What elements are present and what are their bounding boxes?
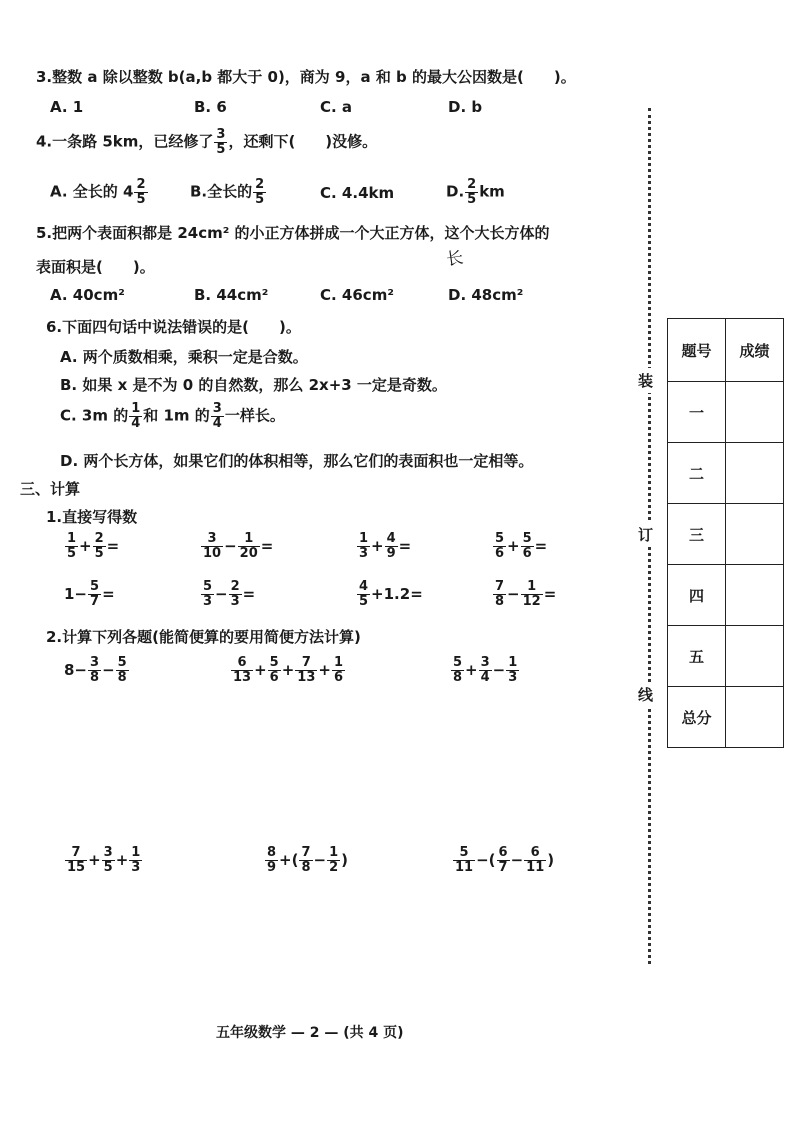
direct-expr-4 [492,532,547,560]
numerator: 4 [359,579,369,594]
denominator: 3 [203,593,213,609]
denominator: 7 [498,859,508,875]
numerator: 1 [131,401,141,416]
score-cell[interactable] [726,626,784,687]
numerator: 2 [94,531,104,546]
q3-option-d: D. b [448,98,483,116]
numerator: 1 [67,531,77,546]
table-row [668,626,784,687]
denominator: 10 [203,545,222,561]
numerator: 1 [238,532,260,547]
denominator: 5 [467,191,477,207]
q3-stem: 3.整数 a 除以整数 b(a,b 都大于 0)，商为 9，a 和 b 的最大公因数是( )。 [36,68,576,86]
table-row [668,565,784,626]
binding-char-zhuang: 装 [638,368,653,393]
equals: = [102,585,115,604]
q4-stem-text: 4.一条路 5km，已经修了 [36,132,214,151]
direct-expr-1 [64,532,119,560]
direct-expr-6 [200,580,255,608]
row-label: 二 [668,443,726,504]
numerator: 7 [495,579,505,594]
option-text: A. 全长的 4 [50,182,134,201]
denominator: 15 [67,859,86,875]
denominator: 5 [216,141,226,157]
denominator: 4 [212,415,222,431]
operator: − [492,661,506,680]
operator: + [507,537,520,556]
header-item-number: 题号 [668,319,726,382]
operator: + [115,851,129,870]
q6-option-d: D. 两个长方体，如果它们的体积相等，那么它们的表面积也一定相等。 [60,452,534,470]
page-footer: 五年级数学 — 2 — (共 4 页) [216,1025,404,1041]
numerator: 7 [295,656,317,671]
denominator: 20 [239,545,258,561]
row-label: 四 [668,565,726,626]
q4-stem [36,128,377,156]
calc-expr-3 [450,656,520,684]
denominator: 5 [67,545,77,561]
denominator: 9 [267,859,277,875]
q6-stem: 6.下面四句话中说法错误的是( )。 [46,318,301,336]
calc-expr-4 [64,846,143,874]
section3-sub2: 2.计算下列各题(能简便算的要用简便方法计算) [46,628,361,646]
q5-handwritten-correction: 长 [445,247,465,271]
denominator: 5 [359,593,369,609]
operator: − [313,851,327,870]
denominator: 4 [480,669,490,685]
denominator: 6 [522,545,532,561]
binding-char-ding: 订 [638,522,653,547]
numerator: 5 [522,531,532,546]
score-cell[interactable] [726,443,784,504]
denominator: 6 [333,669,344,685]
denominator: 5 [94,545,104,561]
operator: + [79,537,92,556]
numerator: 6 [498,845,508,860]
denominator: 3 [508,669,518,685]
row-label: 三 [668,504,726,565]
table-row [668,443,784,504]
operator: + [371,537,384,556]
numerator: 5 [269,655,279,670]
table-row [668,504,784,565]
direct-expr-2 [200,532,273,560]
binding-char-xian: 线 [638,682,653,707]
table-row [668,382,784,443]
denominator: 8 [495,593,505,609]
q3-option-b: B. 6 [194,98,227,116]
calc-expr-2 [230,656,346,684]
numerator: 7 [301,845,311,860]
option-text: D. [446,182,465,201]
direct-expr-7 [356,580,423,608]
operator: + [254,661,267,680]
equals: = [260,537,274,556]
score-table [667,318,784,748]
q4-stem-text-2: ，还剩下( )没修。 [228,132,378,151]
denominator: 8 [453,669,463,685]
denominator: 12 [522,593,541,609]
denominator: 2 [329,859,339,875]
q5-option-a: A. 40cm² [50,286,125,304]
paren-close: ) [341,851,349,870]
denominator: 6 [269,669,279,685]
numerator: 3 [216,127,226,142]
operator: − [215,585,228,604]
numerator: 5 [90,579,100,594]
denominator: 3 [131,859,141,875]
score-table-header [668,319,784,382]
operator: −( [476,851,496,870]
operator: − [224,537,237,556]
q5-stem-line1: 5.把两个表面积都是 24cm² 的小正方体拼成一个大正方体，这个大长方体的 [36,224,550,242]
denominator: 5 [136,191,146,207]
denominator: 3 [359,545,369,561]
q4-option-a [50,178,149,206]
denominator: 6 [495,545,505,561]
numerator: 3 [212,401,222,416]
operator: + [281,661,295,680]
score-cell[interactable] [726,504,784,565]
direct-expr-5 [64,580,115,608]
option-text: B.全长的 [190,182,253,201]
q5-option-c: C. 46cm² [320,286,394,304]
q4-option-d [446,178,505,206]
denominator: 11 [526,859,545,875]
numerator: 2 [467,177,477,192]
numerator: 5 [203,579,213,594]
operator: + [465,661,478,680]
numerator: 2 [136,177,146,192]
direct-expr-8 [492,580,556,608]
denominator: 7 [90,593,100,609]
equals: = [534,537,548,556]
numerator: 4 [386,531,396,546]
numerator: 1 [521,580,543,595]
operator: − [507,585,520,604]
header-score: 成绩 [726,319,784,382]
denominator: 5 [255,191,265,207]
numerator: 1 [329,845,339,860]
operator: +( [279,851,299,870]
numerator: 5 [453,846,475,861]
q3-option-c: C. a [320,98,353,116]
q4-option-c: C. 4.4km [320,184,395,202]
calc-expr-1 [64,656,130,684]
numerator: 3 [201,532,223,547]
denominator: 11 [455,859,474,875]
q4-stem-fraction [214,128,227,156]
operator: + [318,661,331,680]
equals: = [543,585,557,604]
q6-option-c [60,402,285,430]
numerator: 1 [333,655,344,670]
score-cell[interactable] [726,565,784,626]
denominator: 13 [297,669,316,685]
section3-sub1: 1.直接写得数 [46,508,138,526]
numerator: 5 [495,531,505,546]
numerator: 1 [359,531,369,546]
option-text: C. 3m 的 [60,406,129,425]
option-text-mid: 和 1m 的 [143,406,210,425]
table-row [668,687,784,748]
numerator: 5 [117,655,127,670]
q6-option-a: A. 两个质数相乘，乘积一定是合数。 [60,348,308,366]
denominator: 8 [90,669,100,685]
operator: − [102,661,115,680]
q6-option-b: B. 如果 x 是不为 0 的自然数，那么 2x+3 一定是奇数。 [60,376,447,394]
prefix: 1− [64,585,88,604]
numerator: 2 [255,177,265,192]
numerator: 6 [231,656,253,671]
numerator: 3 [103,845,113,860]
denominator: 8 [117,669,127,685]
operator: + [88,851,101,870]
score-cell[interactable] [726,687,784,748]
option-unit: km [479,182,505,201]
equals: = [398,537,412,556]
numerator: 2 [230,579,240,594]
section3-title: 三、计算 [20,480,81,498]
denominator: 13 [233,669,252,685]
numerator: 5 [453,655,463,670]
numerator: 6 [524,846,546,861]
numerator: 3 [480,655,490,670]
denominator: 9 [386,545,396,561]
q5-stem-line2: 表面积是( )。 [36,258,155,276]
numerator: 1 [131,845,141,860]
row-label: 总分 [668,687,726,748]
denominator: 4 [131,415,141,431]
suffix: +1.2= [371,585,423,604]
denominator: 5 [103,859,113,875]
denominator: 3 [230,593,240,609]
direct-expr-3 [356,532,411,560]
row-label: 五 [668,626,726,687]
q5-option-d: D. 48cm² [448,286,524,304]
option-text-end: 一样长。 [224,406,285,425]
paren-close: ) [547,851,555,870]
equals: = [106,537,120,556]
prefix: 8− [64,661,88,680]
equals: = [242,585,256,604]
row-label: 一 [668,382,726,443]
calc-expr-6 [452,846,554,874]
denominator: 8 [301,859,311,875]
q3-option-a: A. 1 [50,98,84,116]
numerator: 7 [65,846,87,861]
q4-option-b [190,178,267,206]
numerator: 3 [90,655,100,670]
calc-expr-5 [264,846,348,874]
score-cell[interactable] [726,382,784,443]
numerator: 8 [267,845,277,860]
numerator: 1 [508,655,518,670]
operator: − [510,851,524,870]
q5-option-b: B. 44cm² [194,286,269,304]
